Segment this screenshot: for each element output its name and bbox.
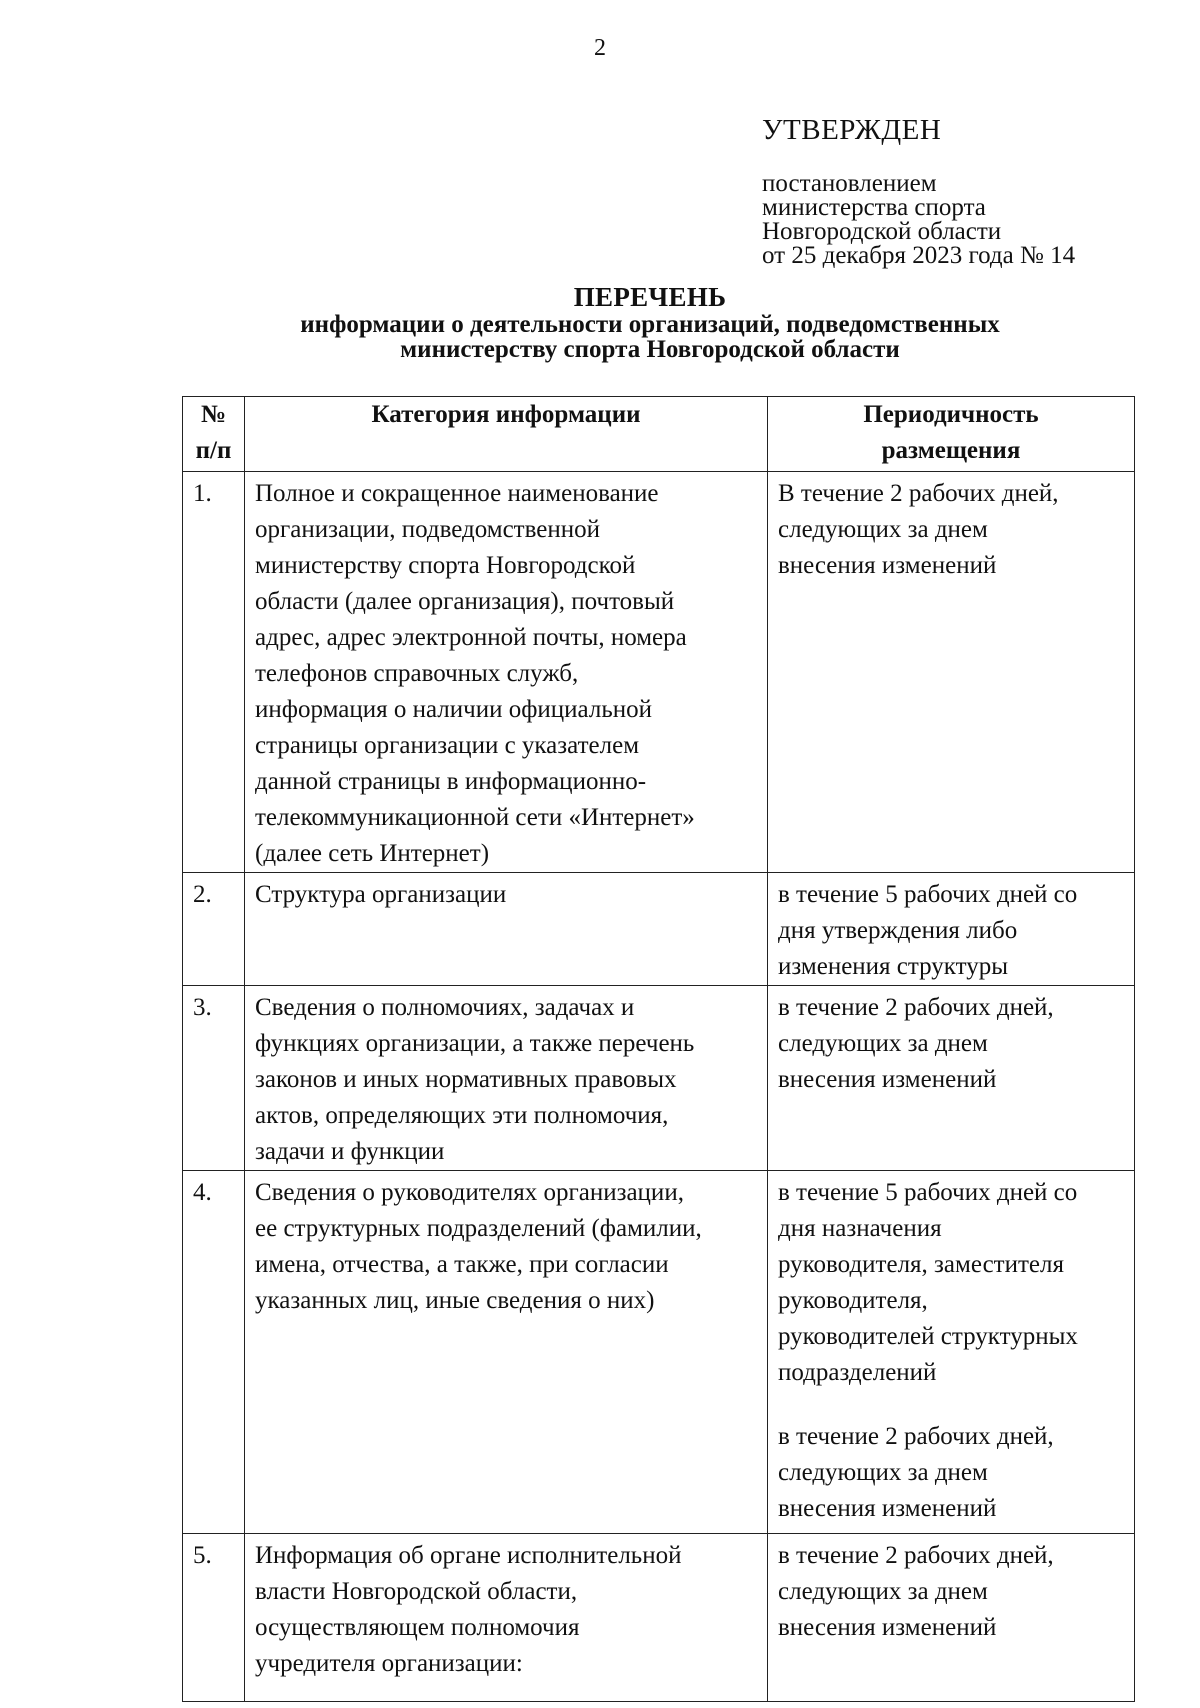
approval-stamp (762, 112, 1162, 268)
periodicity-line: в течение 5 рабочих дней со (778, 881, 1078, 908)
category-line: власти Новгородской области, (255, 1578, 578, 1605)
periodicity-line: руководителя, (778, 1287, 928, 1314)
information-list-table (182, 396, 1135, 1702)
row-periodicity (768, 1171, 1135, 1534)
category-line: министерству спорта Новгородской (255, 552, 636, 579)
table-row (183, 1534, 1135, 1702)
row-periodicity (768, 986, 1135, 1171)
category-line: данной страницы в информационно- (255, 768, 647, 795)
category-line: области (далее организация), почтовый (255, 588, 675, 615)
document-title: ПЕРЕЧЕНЬ (573, 282, 727, 312)
row-number: 4. (183, 1171, 245, 1534)
category-line: информация о наличии официальной (255, 696, 652, 723)
category-line: имена, отчества, а также, при согласии (255, 1251, 669, 1278)
periodicity-line: руководителей структурных (778, 1323, 1078, 1350)
periodicity-line: руководителя, заместителя (778, 1251, 1064, 1278)
periodicity-line: следующих за днем (778, 1030, 988, 1057)
approval-line: постановлением (762, 170, 937, 197)
row-category (245, 986, 768, 1171)
row-number: 3. (183, 986, 245, 1171)
periodicity-line: подразделений (778, 1359, 937, 1386)
category-line: телефонов справочных служб, (255, 660, 579, 687)
periodicity-line: внесения изменений (778, 1495, 997, 1522)
document-subtitle-line: информации о деятельности организаций, подведомственных (300, 311, 1000, 338)
periodicity-line: следующих за днем (778, 1459, 988, 1486)
category-line: осуществляющем полномочия (255, 1614, 580, 1641)
periodicity-line: в течение 2 рабочих дней, (778, 1423, 1054, 1450)
header-periodicity (768, 397, 1135, 472)
category-line: Сведения о полномочиях, задачах и (255, 994, 635, 1021)
row-number: 2. (183, 873, 245, 986)
document-heading (180, 282, 1120, 362)
table-row (183, 1171, 1135, 1534)
category-line: законов и иных нормативных правовых (255, 1066, 677, 1093)
approval-line: Новгородской области (762, 218, 1002, 245)
category-line: актов, определяющих эти полномочия, (255, 1102, 669, 1129)
header-periodicity-line: размещения (881, 437, 1021, 464)
category-line: Сведения о руководителях организации, (255, 1179, 684, 1206)
row-periodicity (768, 873, 1135, 986)
periodicity-line: следующих за днем (778, 1578, 988, 1605)
periodicity-line: внесения изменений (778, 552, 997, 579)
table-header-row (183, 397, 1135, 472)
category-line: страницы организации с указателем (255, 732, 640, 759)
category-line: функциях организации, а также перечень (255, 1030, 695, 1057)
table-row (183, 873, 1135, 986)
header-num-line: п/п (195, 437, 232, 464)
row-category (245, 1171, 768, 1534)
category-line: Полное и сокращенное наименование (255, 480, 659, 507)
row-periodicity (768, 472, 1135, 873)
page-number: 2 (594, 35, 606, 61)
category-line: адрес, адрес электронной почты, номера (255, 624, 687, 651)
header-category (245, 397, 768, 472)
periodicity-line: в течение 5 рабочих дней со (778, 1179, 1078, 1206)
periodicity-line: в течение 2 рабочих дней, (778, 1542, 1054, 1569)
periodicity-line: дня утверждения либо (778, 917, 1018, 944)
approval-line: министерства спорта (762, 194, 986, 221)
category-line: телекоммуникационной сети «Интернет» (255, 804, 695, 831)
table-row (183, 472, 1135, 873)
periodicity-line: внесения изменений (778, 1066, 997, 1093)
row-category (245, 1534, 768, 1702)
header-num (183, 397, 245, 472)
category-line: учредителя организации: (255, 1650, 523, 1677)
category-line: Структура организации (255, 881, 507, 908)
periodicity-line: внесения изменений (778, 1614, 997, 1641)
table-row (183, 986, 1135, 1171)
periodicity-line: изменения структуры (778, 953, 1009, 980)
category-line: ее структурных подразделений (фамилии, (255, 1215, 702, 1242)
row-periodicity (768, 1534, 1135, 1702)
row-number: 1. (183, 472, 245, 873)
approval-title: УТВЕРЖДЕН (762, 114, 942, 146)
paragraph-gap (778, 1391, 1126, 1419)
header-periodicity-line: Периодичность (863, 401, 1039, 428)
periodicity-line: дня назначения (778, 1215, 942, 1242)
document-subtitle-line: министерству спорта Новгородской области (400, 336, 900, 363)
row-category (245, 472, 768, 873)
approval-line: от 25 декабря 2023 года № 14 (762, 242, 1076, 269)
row-number: 5. (183, 1534, 245, 1702)
periodicity-line: В течение 2 рабочих дней, (778, 480, 1059, 507)
category-line: задачи и функции (255, 1138, 445, 1165)
header-num-line: № (200, 401, 227, 428)
category-line: (далее сеть Интернет) (255, 840, 490, 867)
category-line: организации, подведомственной (255, 516, 600, 543)
category-line: указанных лиц, иные сведения о них) (255, 1287, 655, 1314)
row-category (245, 873, 768, 986)
periodicity-line: следующих за днем (778, 516, 988, 543)
category-line: Информация об органе исполнительной (255, 1542, 682, 1569)
header-category-label: Категория информации (371, 401, 641, 428)
periodicity-line: в течение 2 рабочих дней, (778, 994, 1054, 1021)
